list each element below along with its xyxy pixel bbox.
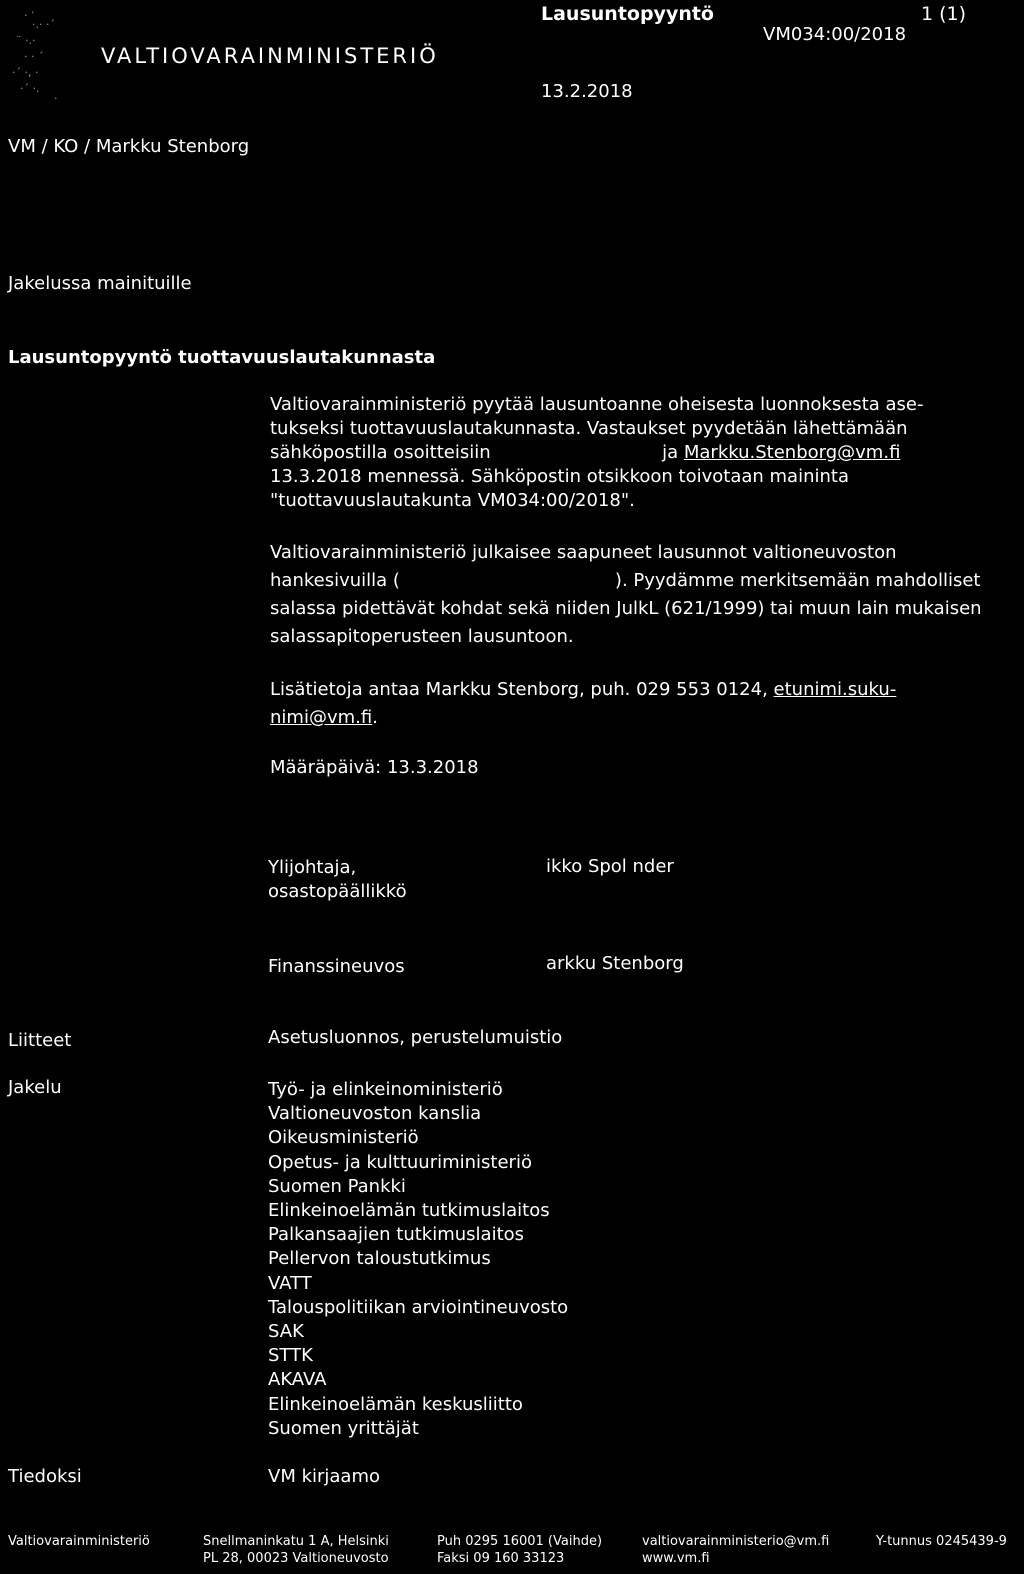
list-item: Suomen yrittäjät — [268, 1417, 419, 1439]
list-item: VATT — [268, 1272, 312, 1294]
p3-text-b: . — [372, 707, 378, 728]
email-link-generic[interactable]: etunimi.sukunimi@vm.fi — [270, 679, 897, 728]
attachments-label: Liitteet — [8, 1030, 72, 1051]
list-item: Suomen Pankki — [268, 1175, 406, 1197]
list-item: Palkansaajien tutkimuslaitos — [268, 1224, 525, 1246]
subject-heading: Lausuntopyyntö tuottavuuslautakunnasta — [8, 347, 436, 368]
list-item: Valtioneuvoston kanslia — [268, 1103, 482, 1125]
signature-2-title: Finanssineuvos — [268, 956, 405, 977]
footer-email[interactable]: valtiovarainministerio@vm.fi — [642, 1534, 830, 1549]
signature-2-name: arkku Stenborg — [546, 953, 684, 974]
list-item: Työ- ja elinkeinoministeriö — [268, 1079, 503, 1100]
p1-text-a: Valtiovarainministeriö pyytää lausuntoanne oheisesta luonnoksesta asetukseksi tuottavuuslautakunnasta. Vastaukset pyydetään lähettämään sähköpostilla osoitteisiin — [270, 394, 924, 463]
body-paragraph-3 — [270, 676, 982, 732]
list-item: SAK — [268, 1321, 304, 1343]
list-item: Opetus- ja kulttuuriministeriö — [268, 1151, 532, 1173]
document-type: Lausuntopyyntö — [541, 3, 714, 25]
p1-text-c: 13.3.2018 mennessä. Sähköpostin otsikkoon toivotaan maininta "tuottavuuslautakunta VM034:00/2018". — [270, 466, 849, 511]
footer-fax: Faksi 09 160 33123 — [437, 1551, 565, 1566]
page-number: 1 (1) — [921, 3, 967, 25]
signature-1-title-line-2: osastopäällikkö — [268, 881, 407, 902]
footer-address — [203, 1533, 389, 1567]
body-paragraph-1 — [270, 393, 982, 513]
p3-text-a: Lisätietoja antaa Markku Stenborg, puh. 029 553 0124, — [270, 679, 768, 700]
for-info-value: VM kirjaamo — [268, 1466, 380, 1487]
list-item: Elinkeinoelämän tutkimuslaitos — [268, 1200, 550, 1222]
for-info-label: Tiedoksi — [8, 1466, 82, 1487]
list-item: Elinkeinoelämän keskusliitto — [268, 1393, 523, 1415]
document-reference: VM034:00/2018 — [763, 24, 907, 45]
recipient: Jakelussa mainituille — [8, 273, 192, 294]
email-link-stenborg[interactable]: Markku.Stenborg@vm.fi — [683, 442, 901, 463]
distribution-label: Jakelu — [8, 1077, 62, 1098]
signature-1-title — [268, 856, 407, 904]
list-item: Oikeusministeriö — [268, 1127, 419, 1149]
footer-org: Valtiovarainministeriö — [8, 1534, 150, 1549]
footer-address-line-2: PL 28, 00023 Valtioneuvosto — [203, 1551, 389, 1566]
list-item: STTK — [268, 1345, 313, 1367]
p2-text-b: ). Pyydämme merkitsemään mahdolliset salassa pidettävät kohdat sekä niiden JulkL (621/1999) tai muun lain mukaisen salassapitoperusteen lausuntoon. — [270, 570, 982, 647]
footer-business-id: Y-tunnus 0245439-9 — [876, 1534, 1007, 1549]
ministry-logo-mark: . · ·.· ·´ ¨ ·.· · · ´ ·´ ·, · ·´ ·. · — [12, 6, 58, 105]
footer-contact — [642, 1533, 829, 1567]
list-item: Pellervon taloustutkimus — [268, 1248, 491, 1270]
list-item: Talouspolitiikan arviointineuvosto — [268, 1296, 569, 1318]
signature-1-name: ikko Spol nder — [546, 856, 674, 877]
organization-name: VALTIOVARAINMINISTERIÖ — [101, 44, 439, 68]
document-date: 13.2.2018 — [541, 81, 633, 102]
footer-phone-fax — [437, 1533, 602, 1567]
signature-1-title-line-1: Ylijohtaja, — [268, 857, 357, 878]
p1-text-b: ja — [662, 442, 679, 463]
p2-text-a: Valtiovarainministeriö julkaisee saapuneet lausunnot valtioneuvoston hankesivuilla ( — [270, 542, 897, 591]
footer-address-line-1: Snellmaninkatu 1 A, Helsinki — [203, 1534, 389, 1549]
body-paragraph-2 — [270, 539, 982, 651]
deadline: Määräpäivä: 13.3.2018 — [270, 757, 479, 778]
list-item: AKAVA — [268, 1369, 327, 1391]
footer-phone: Puh 0295 16001 (Vaihde) — [437, 1534, 603, 1549]
attachments-value: Asetusluonnos, perustelumuistio — [268, 1027, 563, 1048]
footer-web[interactable]: www.vm.fi — [642, 1551, 710, 1566]
distribution-list — [268, 1078, 568, 1441]
sender: VM / KO / Markku Stenborg — [8, 136, 250, 157]
